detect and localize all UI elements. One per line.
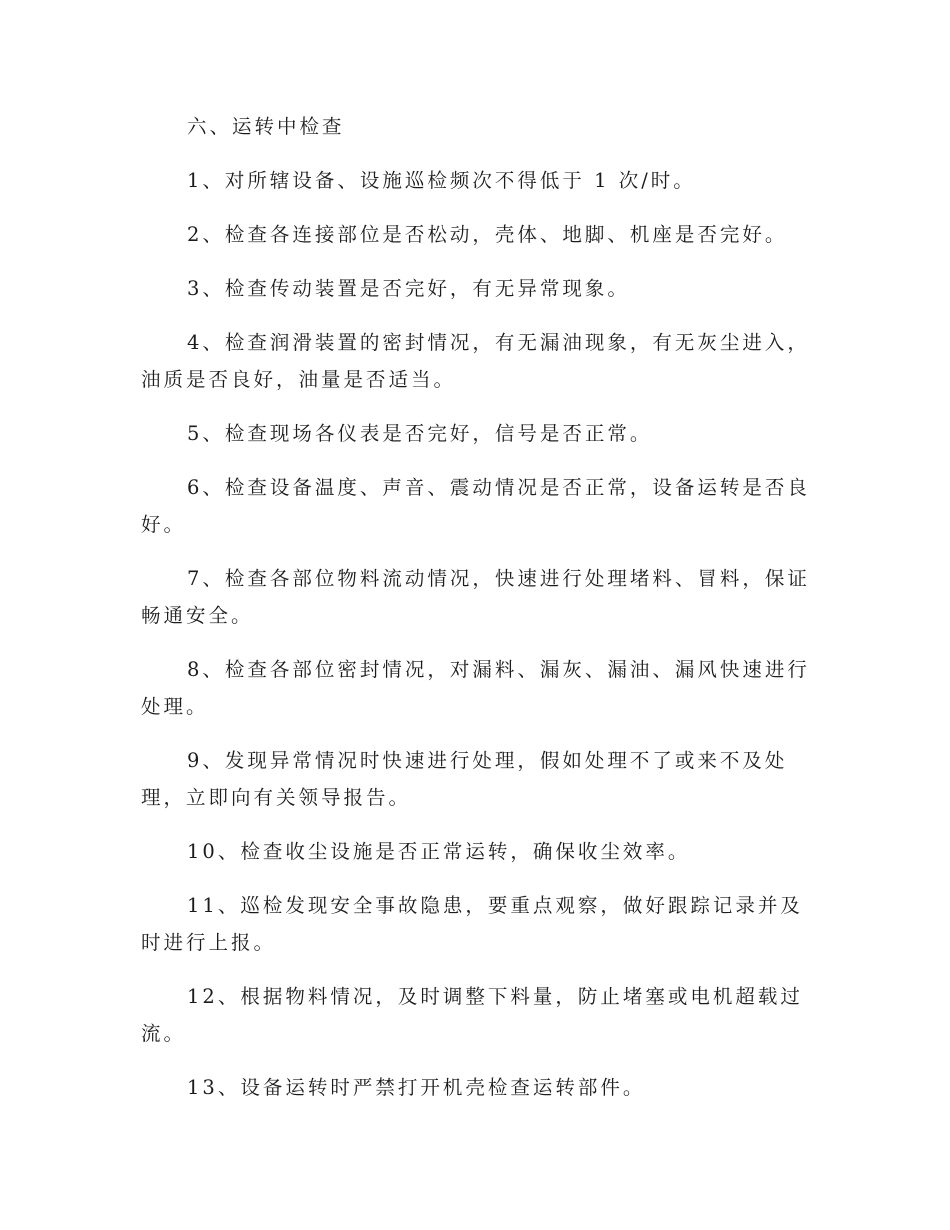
list-item-4: 4、检查润滑装置的密封情况，有无漏油现象，有无灰尘进入，油质是否良好，油量是否适当。 [141,331,810,391]
section-heading: 六、运转中检查 [187,115,345,138]
list-item-6: 6、检查设备温度、声音、震动情况是否正常，设备运转是否良好。 [141,476,810,536]
list-item-5: 5、检查现场各仪表是否完好，信号是否正常。 [187,422,653,445]
list-item-3: 3、检查传动装置是否完好，有无异常现象。 [187,277,630,300]
list-item-10: 10、检查收尘设施是否正常运转，确保收尘效率。 [187,840,691,863]
document-body [141,108,811,1123]
list-item-12: 12、根据物料情况，及时调整下料量，防止堵塞或电机超载过流。 [141,985,803,1045]
list-item-8: 8、检查各部位密封情况，对漏料、漏灰、漏油、漏风快速进行处理。 [141,658,810,718]
list-item-7: 7、检查各部位物料流动情况，快速进行处理堵料、冒料，保证畅通安全。 [141,567,810,627]
list-item-9: 9、发现异常情况时快速进行处理，假如处理不了或来不及处理，立即向有关领导报告。 [141,749,788,809]
list-item-11: 11、巡检发现安全事故隐患，要重点观察，做好跟踪记录并及时进行上报。 [141,894,803,954]
list-item-2: 2、检查各连接部位是否松动，壳体、地脚、机座是否完好。 [187,223,788,246]
list-item-13: 13、设备运转时严禁打开机壳检查运转部件。 [187,1076,646,1099]
list-item-1: 1、对所辖设备、设施巡检频次不得低于 1 次/时。 [187,169,696,192]
